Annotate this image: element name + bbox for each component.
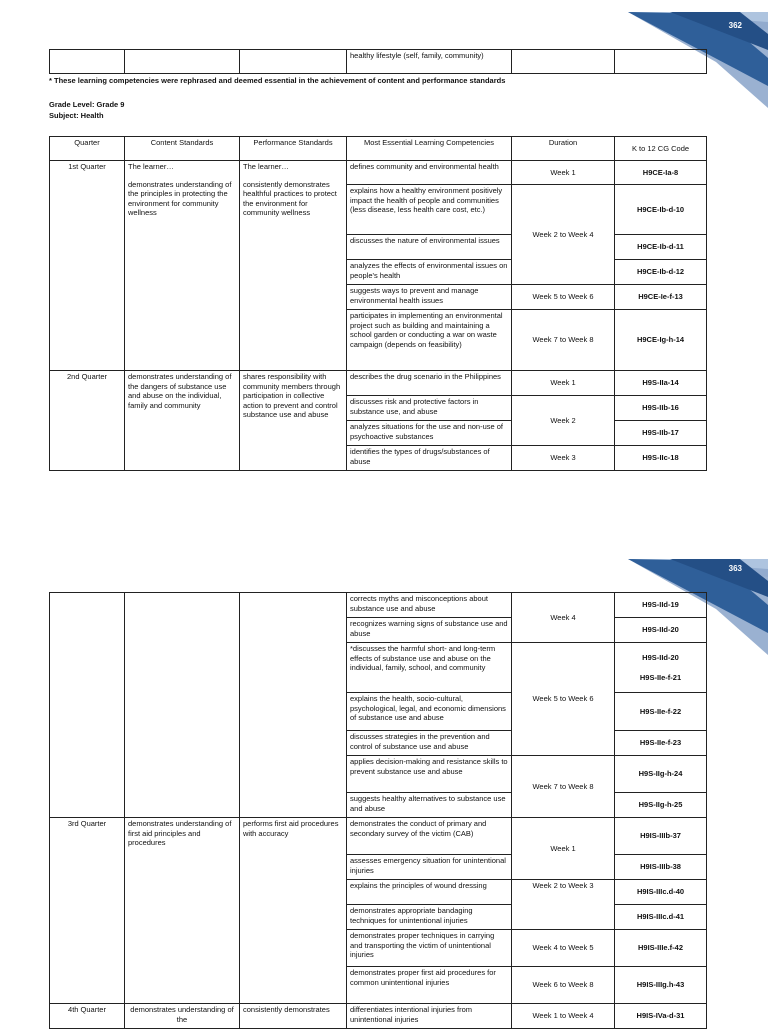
page-number: 362: [728, 21, 742, 30]
competency-cell: discusses the nature of environmental issues: [347, 235, 512, 260]
performance-standard-cell: shares responsibility with community members through participation in collective action to prevent and control substance use and abuse: [240, 371, 347, 471]
header-cg-code: K to 12 CG Code: [615, 137, 707, 161]
competency-cell: differentiates intentional injuries from unintentional injuries: [347, 1004, 512, 1029]
header-quarter: Quarter: [50, 137, 125, 161]
competency-cell: *discusses the harmful short- and long-term effects of substance use and abuse on the individual, family, school, and community: [347, 643, 512, 693]
code-cell: H9CE-Ib-d-11: [615, 235, 707, 260]
code-cell: H9IS-IVa-d-31: [615, 1004, 707, 1029]
code-cell: H9IS-IIIb-37: [615, 818, 707, 855]
competency-cell: discusses risk and protective factors in substance use, and abuse: [347, 396, 512, 421]
code-cell: H9CE-Ig-h-14: [615, 310, 707, 371]
competency-cell: identifies the types of drugs/substances of abuse: [347, 446, 512, 471]
content-standard-cell: demonstrates understanding of the dangers of substance use and abuse on the individual, family and community: [125, 371, 240, 471]
performance-standard-cell: consistently demonstrates: [240, 1004, 347, 1029]
code-cell: H9S-IId-20 H9S-IIe-f-21: [615, 643, 707, 693]
grade-level: Grade Level: Grade 9: [49, 100, 125, 109]
code-cell: H9S-IIe-f-23: [615, 731, 707, 756]
performance-standard-cell: performs first aid procedures with accuracy: [240, 818, 347, 1004]
duration-cell: Week 1: [512, 371, 615, 396]
competency-cell: demonstrates appropriate bandaging techniques for unintentional injuries: [347, 905, 512, 930]
competency-cell: demonstrates proper techniques in carrying and transporting the victim of unintentional injuries: [347, 930, 512, 967]
duration-cell: Week 1: [512, 161, 615, 185]
content-standard-cell: demonstrates understanding of the: [125, 1004, 240, 1029]
duration-cell: Week 4: [512, 593, 615, 643]
table-row: [50, 371, 707, 396]
competency-cell: discusses strategies in the prevention and control of substance use and abuse: [347, 731, 512, 756]
duration-cell: Week 5 to Week 6: [512, 643, 615, 756]
header-melc: Most Essential Learning Competencies: [347, 137, 512, 161]
competency-cell: recognizes warning signs of substance use and abuse: [347, 618, 512, 643]
code-cell: H9CE-Ie-f-13: [615, 285, 707, 310]
competency-cell: participates in implementing an environmental project such as building and maintaining a school garden or conducting a war on waste campaign (depends on feasibility): [347, 310, 512, 371]
duration-cell: Week 3: [512, 446, 615, 471]
competency-cell: defines community and environmental health: [347, 161, 512, 185]
code-cell: H9S-IIc-18: [615, 446, 707, 471]
competency-cell: demonstrates the conduct of primary and secondary survey of the victim (CAB): [347, 818, 512, 855]
header-content-standards: Content Standards: [125, 137, 240, 161]
duration-cell: Week 2 to Week 4: [512, 185, 615, 285]
code-cell: H9IS-IIIc.d-41: [615, 905, 707, 930]
competency-cell: explains the health, socio-cultural, psychological, legal, and economic dimensions of substance use and abuse: [347, 693, 512, 731]
competency-cell: corrects myths and misconceptions about substance use and abuse: [347, 593, 512, 618]
table-row: [50, 1004, 707, 1029]
header-performance-standards: Performance Standards: [240, 137, 347, 161]
code-cell: H9CE-Ia-8: [615, 161, 707, 185]
quarter-cell: 3rd Quarter: [50, 818, 125, 1004]
performance-standard-cell: The learner… consistently demonstrates healthful practices to protect the environment for community wellness: [240, 161, 347, 371]
code-cell: H9S-IId-20: [615, 618, 707, 643]
header-duration: Duration: [512, 137, 615, 161]
code-cell: H9IS-IIIe.f-42: [615, 930, 707, 967]
competency-cell: applies decision-making and resistance skills to prevent substance use and abuse: [347, 756, 512, 793]
table-header-row: [50, 137, 707, 161]
continuation-table-top: [49, 49, 707, 74]
content-standard-cell: The learner… demonstrates understanding of the principles in protecting the environment for community wellness: [125, 161, 240, 371]
code-cell: H9S-IIb-16: [615, 396, 707, 421]
table-row: [50, 161, 707, 185]
competency-cell: demonstrates proper first aid procedures for common unintentional injuries: [347, 967, 512, 1004]
code-cell: H9S-IIg-h-25: [615, 793, 707, 818]
competency-cell: explains how a healthy environment positively impact the health of people and communities (less disease, less health care cost, etc.): [347, 185, 512, 235]
duration-cell: Week 1 to Week 4: [512, 1004, 615, 1029]
duration-cell: Week 4 to Week 5: [512, 930, 615, 967]
code-cell: H9S-IIe-f-22: [615, 693, 707, 731]
code-cell: H9CE-Ib-d-12: [615, 260, 707, 285]
document-page-362: [0, 0, 768, 478]
code-cell: H9S-IId-19: [615, 593, 707, 618]
table-row: [50, 818, 707, 855]
code-cell: H9S-IIb-17: [615, 421, 707, 446]
competency-cell: explains the principles of wound dressing: [347, 880, 512, 905]
curriculum-table: [49, 136, 707, 471]
code-cell: H9IS-IIIb-38: [615, 855, 707, 880]
code-cell: H9IS-IIIg.h-43: [615, 967, 707, 1004]
duration-cell: Week 5 to Week 6: [512, 285, 615, 310]
footnote: * These learning competencies were rephrased and deemed essential in the achievement of content and performance standards: [49, 76, 506, 85]
duration-cell: Week 7 to Week 8: [512, 756, 615, 818]
code-cell: H9IS-IIIc.d-40: [615, 880, 707, 905]
code-cell: H9CE-Ib-d-10: [615, 185, 707, 235]
code-cell: H9S-IIg-h-24: [615, 756, 707, 793]
competency-cell: assesses emergency situation for unintentional injuries: [347, 855, 512, 880]
duration-cell: Week 2 to Week 3: [512, 880, 615, 930]
duration-cell: Week 2: [512, 396, 615, 446]
duration-cell: Week 6 to Week 8: [512, 967, 615, 1004]
duration-cell: Week 7 to Week 8: [512, 310, 615, 371]
table-row: [50, 593, 707, 618]
quarter-cell: 4th Quarter: [50, 1004, 125, 1029]
quarter-cell: 2nd Quarter: [50, 371, 125, 471]
competency-cell: describes the drug scenario in the Philippines: [347, 371, 512, 396]
competency-cell: suggests ways to prevent and manage environmental health issues: [347, 285, 512, 310]
page-number: 363: [728, 564, 742, 573]
duration-cell: Week 1: [512, 818, 615, 880]
competency-cell: analyzes situations for the use and non-use of psychoactive substances: [347, 421, 512, 446]
content-standard-cell: demonstrates understanding of first aid principles and procedures: [125, 818, 240, 1004]
code-cell: H9S-IIa-14: [615, 371, 707, 396]
curriculum-table-continued: [49, 592, 707, 1029]
competency-cell: analyzes the effects of environmental issues on people's health: [347, 260, 512, 285]
competency-cell: suggests healthy alternatives to substance use and abuse: [347, 793, 512, 818]
competency-cell: healthy lifestyle (self, family, community): [347, 50, 512, 74]
subject: Subject: Health: [49, 111, 104, 120]
quarter-cell: 1st Quarter: [50, 161, 125, 371]
